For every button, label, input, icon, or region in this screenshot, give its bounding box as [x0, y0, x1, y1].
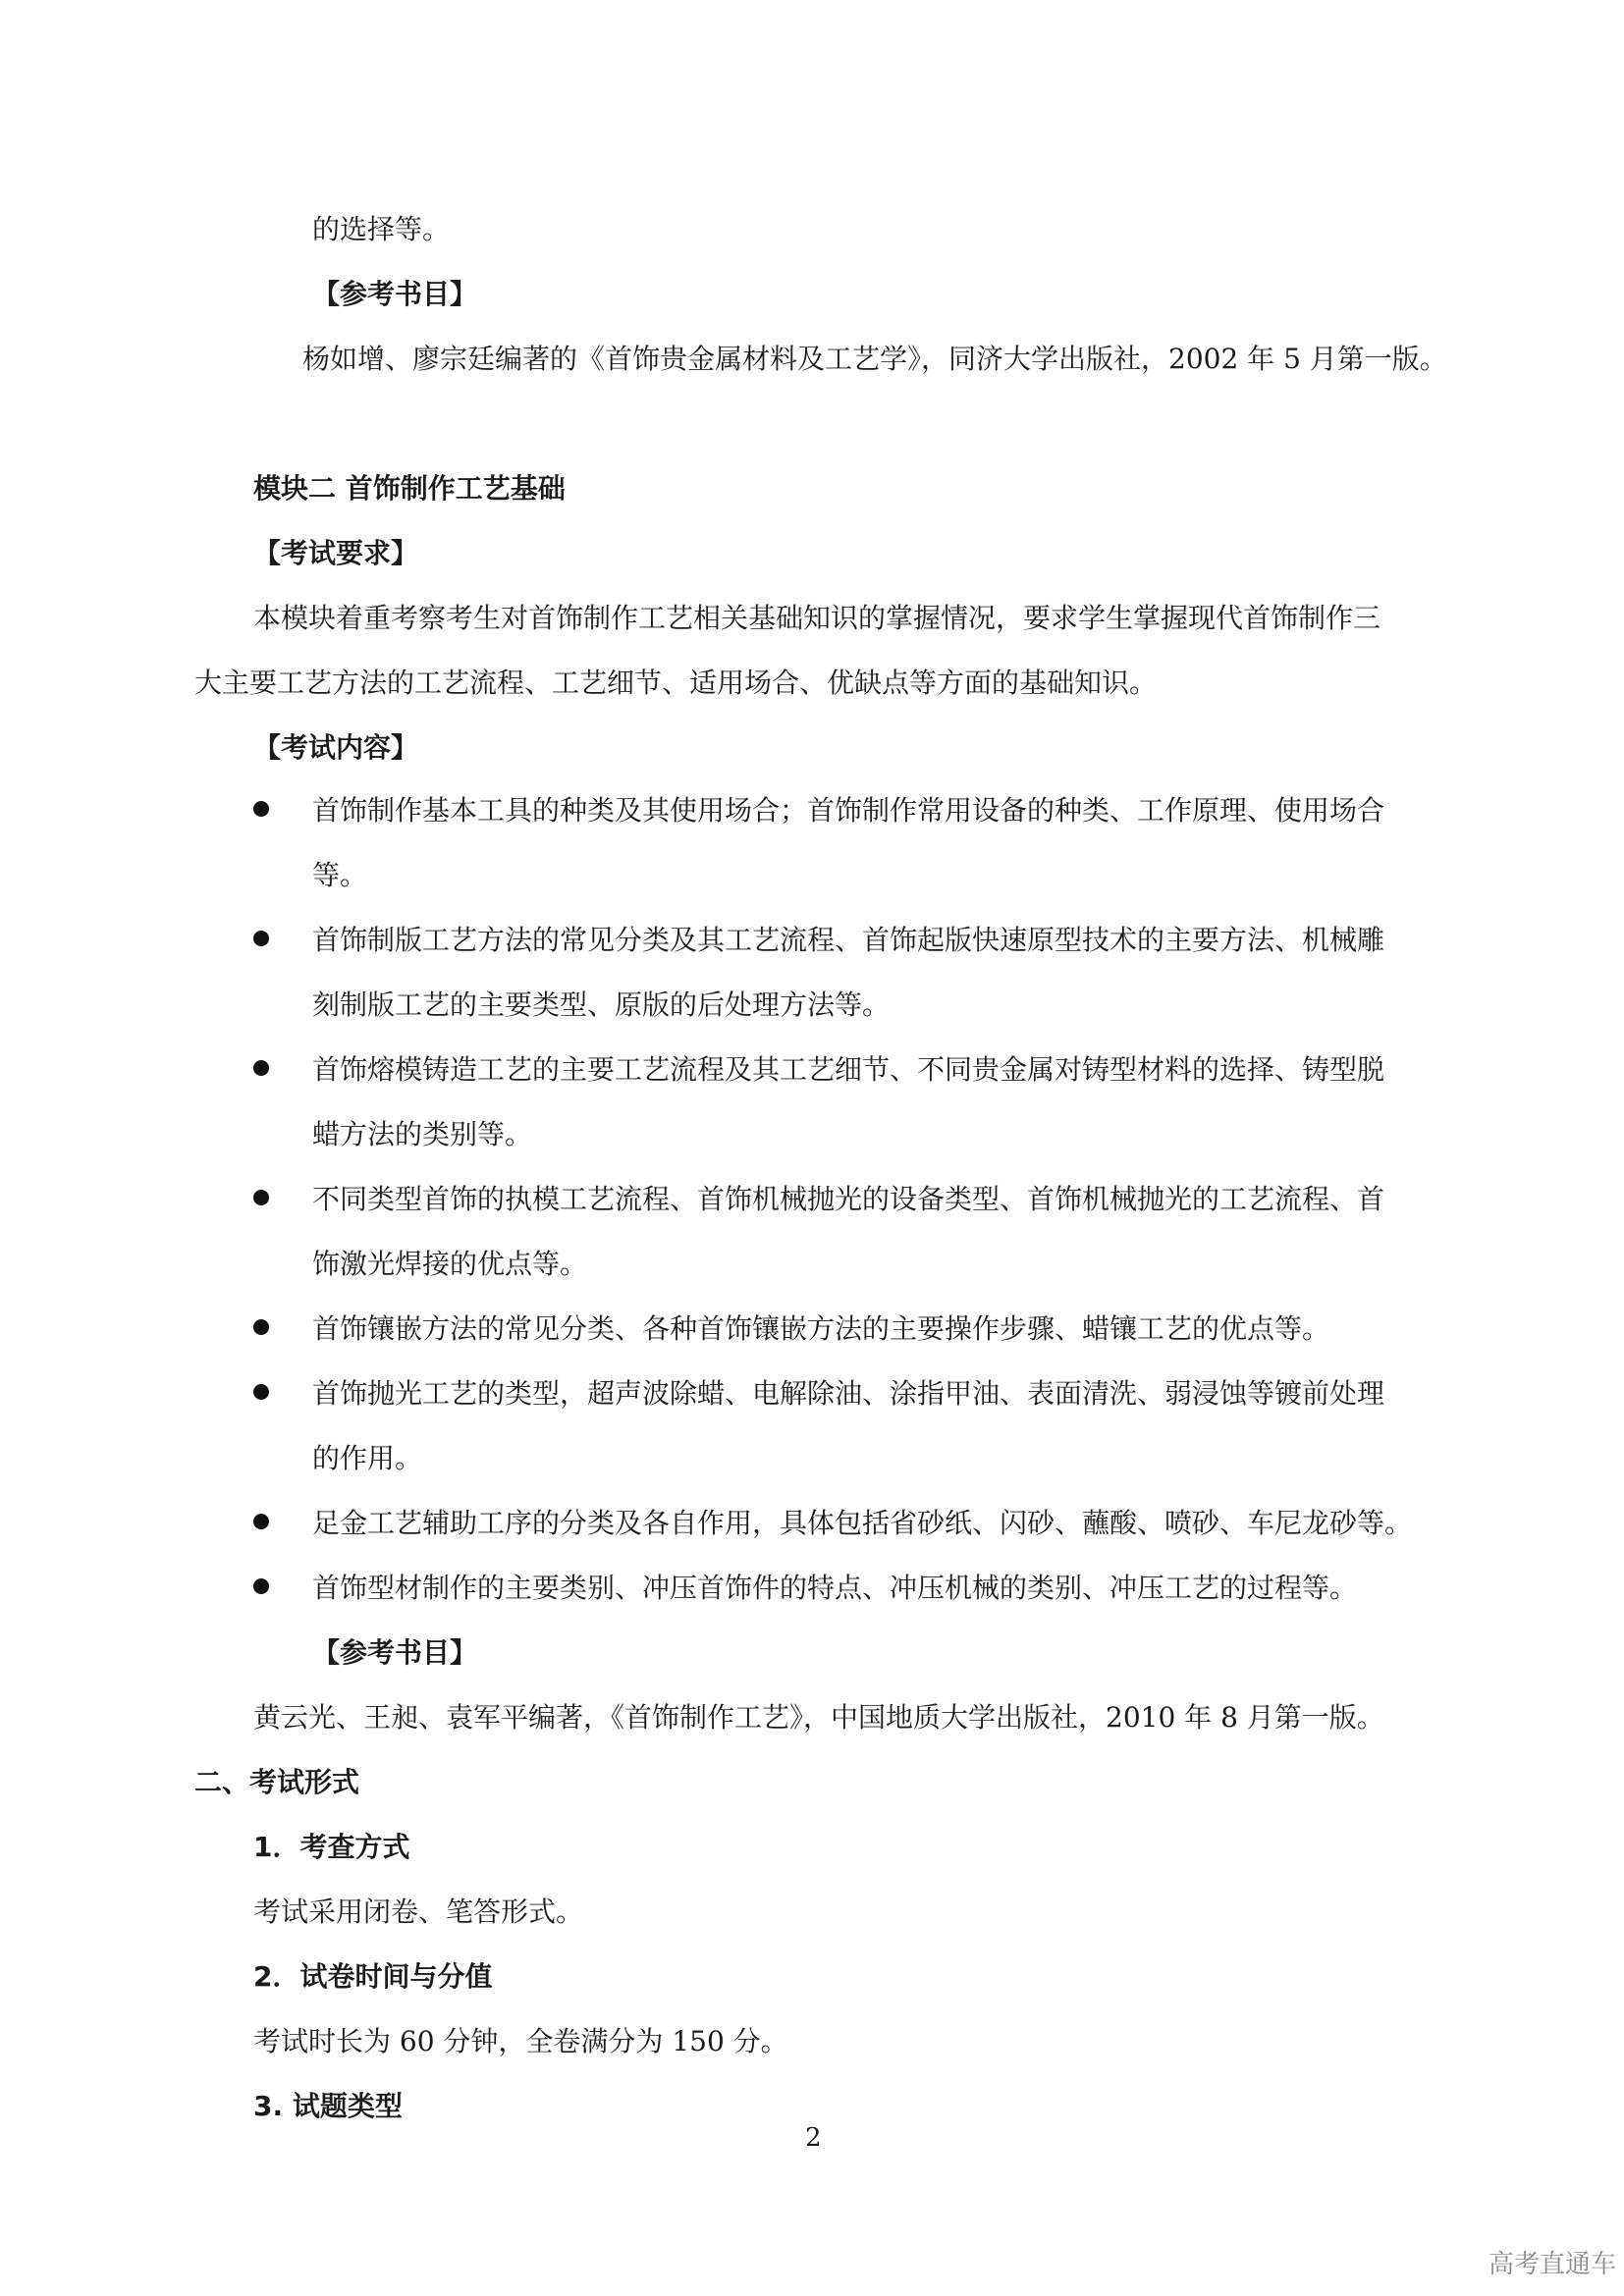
bullet-dot	[253, 801, 269, 817]
bullet-dot	[253, 1319, 269, 1335]
bullet-text-line-2: 蜡方法的类别等。	[312, 1118, 533, 1150]
subsection-heading: 3. 试题类型	[253, 2090, 403, 2122]
watermark-text: 高考直通车	[1489, 2250, 1617, 2279]
requirements-text-line-2: 大主要工艺方法的工艺流程、工艺细节、适用场合、优缺点等方面的基础知识。	[194, 667, 1158, 699]
bullet-text-line-1: 首饰熔模铸造工艺的主要工艺流程及其工艺细节、不同贵金属对铸型材料的选择、铸型脱	[312, 1053, 1385, 1086]
content-heading: 【考试内容】	[253, 731, 419, 764]
bullet-dot	[253, 1190, 269, 1205]
page-number: 2	[805, 2123, 822, 2153]
subsection-heading: 2．试卷时间与分值	[253, 1960, 493, 1993]
subsection-text: 考试时长为 60 分钟，全卷满分为 150 分。	[253, 2025, 788, 2057]
bullet-text-line-1: 足金工艺辅助工序的分类及各自作用，具体包括省砂纸、闪砂、蘸酸、喷砂、车尼龙砂等。	[312, 1507, 1413, 1539]
bullet-text-line-2: 的作用。	[312, 1442, 423, 1474]
continuation-text: 的选择等。	[312, 213, 451, 245]
bullet-text-line-1: 首饰制版工艺方法的常见分类及其工艺流程、首饰起版快速原型技术的主要方法、机械雕	[312, 924, 1385, 956]
reference-heading: 【参考书目】	[312, 278, 478, 310]
subsection-heading: 1．考查方式	[253, 1831, 410, 1863]
bullet-text-line-2: 刻制版工艺的主要类型、原版的后处理方法等。	[312, 988, 891, 1021]
bullet-text-line-1: 首饰抛光工艺的类型，超声波除蜡、电解除油、涂指甲油、表面清洗、弱浸蚀等镀前处理	[312, 1377, 1385, 1410]
bullet-text-line-1: 首饰镶嵌方法的常见分类、各种首饰镶嵌方法的主要操作步骤、蜡镶工艺的优点等。	[312, 1312, 1330, 1345]
bullet-text-line-1: 首饰型材制作的主要类别、冲压首饰件的特点、冲压机械的类别、冲压工艺的过程等。	[312, 1572, 1358, 1604]
reference-heading: 【参考书目】	[312, 1636, 478, 1669]
requirements-heading: 【考试要求】	[253, 537, 419, 569]
bullet-text-line-1: 不同类型首饰的执模工艺流程、首饰机械抛光的设备类型、首饰机械抛光的工艺流程、首	[312, 1183, 1385, 1215]
section-heading: 二、考试形式	[194, 1766, 360, 1798]
module-title: 模块二 首饰制作工艺基础	[253, 472, 566, 505]
bullet-text-line-1: 首饰制作基本工具的种类及其使用场合；首饰制作常用设备的种类、工作原理、使用场合	[312, 794, 1385, 827]
bullet-dot	[253, 931, 269, 946]
bullet-dot	[253, 1578, 269, 1594]
bullet-text-line-2: 饰激光焊接的优点等。	[312, 1248, 588, 1280]
bullet-dot	[253, 1514, 269, 1529]
bullet-dot	[253, 1060, 269, 1076]
reference-text: 黄云光、王昶、袁军平编著，《首饰制作工艺》，中国地质大学出版社，2010 年 8 月第一版。	[253, 1701, 1384, 1734]
reference-text: 杨如增、廖宗廷编著的《首饰贵金属材料及工艺学》，同济大学出版社，2002 年 5 月第一版。	[302, 343, 1447, 375]
subsection-text: 考试采用闭卷、笔答形式。	[253, 1896, 584, 1928]
bullet-text-line-2: 等。	[312, 859, 368, 891]
bullet-dot	[253, 1384, 269, 1400]
requirements-text-line-1: 本模块着重考察考生对首饰制作工艺相关基础知识的掌握情况，要求学生掌握现代首饰制作三	[253, 602, 1381, 634]
